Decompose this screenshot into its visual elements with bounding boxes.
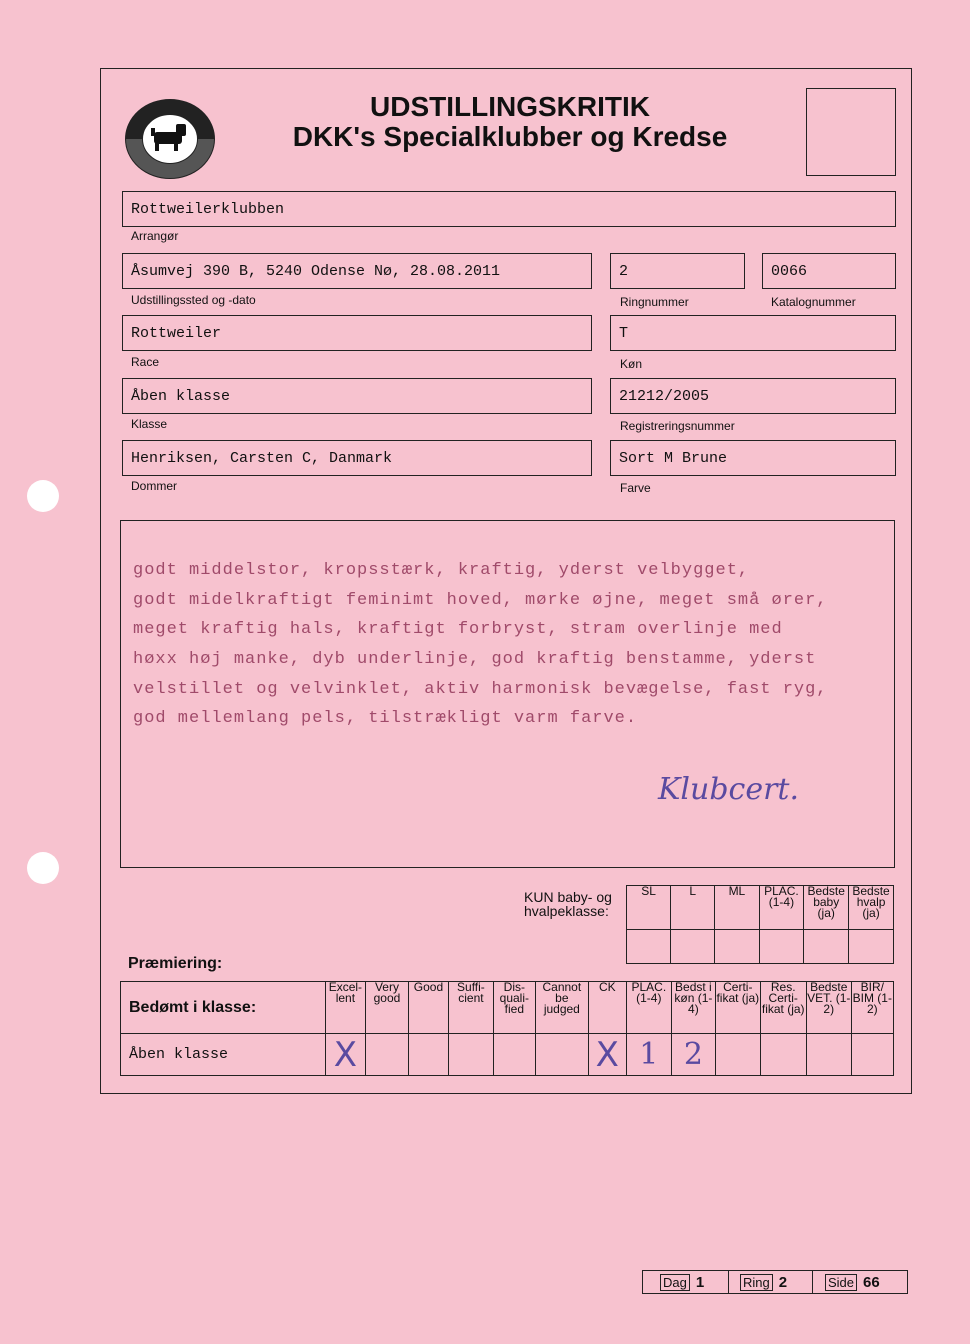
venue-label: Udstillingssted og -dato: [131, 293, 256, 307]
baby-cell[interactable]: [671, 930, 715, 964]
header-excellent: Excel-lent: [325, 982, 366, 1034]
ring-footer-value: 2: [778, 1273, 788, 1291]
ring-footer-label: Ring: [740, 1274, 773, 1291]
handwritten-note: Klubcert.: [658, 772, 800, 807]
judged-class-header: Bedømt i klasse:: [121, 982, 326, 1034]
grade-cell[interactable]: [760, 1034, 806, 1076]
header-ck: CK: [588, 982, 626, 1034]
critique-line: god mellemlang pels, tilstrækligt varm farve.: [133, 709, 638, 728]
footer-day: [660, 1270, 704, 1294]
footer-divider: [812, 1270, 813, 1294]
ck-x: X: [595, 1034, 619, 1075]
dkk-logo: [124, 98, 216, 180]
baby-header-ml: ML: [715, 886, 759, 930]
race-label: Race: [131, 355, 160, 369]
grade-cell[interactable]: [449, 1034, 493, 1076]
catalog-label: Katalognummer: [771, 295, 856, 309]
best-in-sex-mark[interactable]: [671, 1034, 715, 1076]
footer-divider: [728, 1270, 729, 1294]
baby-cell[interactable]: [627, 930, 671, 964]
critique-line: høxx høj manke, dyb underlinje, god kraftig benstamme, yderst: [133, 650, 817, 669]
baby-header-best-puppy: Bedste hvalp (ja): [849, 886, 894, 930]
grade-cell[interactable]: [408, 1034, 449, 1076]
stamp-box: [806, 88, 896, 176]
form-subtitle: DKK's Specialklubber og Kredse: [292, 121, 728, 152]
ck-mark[interactable]: [588, 1034, 626, 1076]
ring-label: Ringnummer: [620, 295, 689, 309]
class-field[interactable]: Åben klasse: [122, 378, 592, 414]
grade-cell[interactable]: [716, 1034, 760, 1076]
page-label: Side: [825, 1274, 857, 1291]
registration-field[interactable]: 21212/2005: [610, 378, 896, 414]
header-cannot-be-judged: Cannot be judged: [536, 982, 588, 1034]
baby-class-label: KUN baby- og hvalpeklasse:: [524, 889, 612, 919]
footer-page: [825, 1270, 880, 1294]
grade-cell[interactable]: [536, 1034, 588, 1076]
header-good: Good: [408, 982, 449, 1034]
class-label: Klasse: [131, 417, 168, 431]
grade-cell[interactable]: [493, 1034, 536, 1076]
baby-cell[interactable]: [759, 930, 804, 964]
sex-label: Køn: [620, 357, 643, 371]
premiering-label: Præmiering:: [128, 955, 223, 972]
header-plac: PLAC. (1-4): [627, 982, 672, 1034]
excellent-x: X: [333, 1034, 358, 1075]
header-bir-bim: BIR/ BIM (1-2): [851, 982, 893, 1034]
critique-line: godt middelstor, kropsstærk, kraftig, yderst velbygget,: [133, 561, 750, 580]
race-field[interactable]: Rottweiler: [122, 315, 592, 351]
punch-hole: [27, 480, 59, 512]
form-title: UDSTILLINGSKRITIK: [370, 91, 650, 122]
color-field[interactable]: Sort M Brune: [610, 440, 896, 476]
judge-label: Dommer: [131, 479, 178, 493]
premiering-table: [120, 981, 894, 1076]
excellent-mark[interactable]: [325, 1034, 366, 1076]
header-best-veteran: Bedste VET. (1-2): [806, 982, 851, 1034]
color-label: Farve: [620, 481, 651, 495]
critique-line: meget kraftig hals, kraftigt forbryst, stram overlinje med: [133, 620, 783, 639]
header-certificate: Certi-fikat (ja): [716, 982, 760, 1034]
catalog-field[interactable]: 0066: [762, 253, 896, 289]
baby-cell[interactable]: [804, 930, 849, 964]
plac-mark[interactable]: [627, 1034, 672, 1076]
critique-line: godt midelkraftigt feminimt hoved, mørke øjne, meget små ører,: [133, 591, 828, 610]
baby-header-sl: SL: [627, 886, 671, 930]
judge-field[interactable]: Henriksen, Carsten C, Danmark: [122, 440, 592, 476]
baby-header-best-baby: Bedste baby (ja): [804, 886, 849, 930]
baby-header-l: L: [671, 886, 715, 930]
arranger-label: Arrangør: [131, 229, 179, 243]
header-res-certificate: Res. Certi-fikat (ja): [760, 982, 806, 1034]
punch-hole: [27, 852, 59, 884]
registration-label: Registreringsnummer: [620, 419, 735, 433]
ring-field[interactable]: 2: [610, 253, 745, 289]
grade-cell[interactable]: [366, 1034, 408, 1076]
baby-cell[interactable]: [715, 930, 759, 964]
baby-header-plac: PLAC. (1-4): [759, 886, 804, 930]
day-value: 1: [695, 1273, 705, 1291]
grade-cell[interactable]: [851, 1034, 893, 1076]
baby-table: [626, 885, 894, 964]
plac-value: 1: [639, 1036, 659, 1072]
header-very-good: Very good: [366, 982, 408, 1034]
critique-line: velstillet og velvinklet, aktiv harmonisk bevægelse, fast ryg,: [133, 680, 828, 699]
venue-field[interactable]: Åsumvej 390 B, 5240 Odense Nø, 28.08.2011: [122, 253, 592, 289]
header-sufficient: Suffi-cient: [449, 982, 493, 1034]
sex-field[interactable]: T: [610, 315, 896, 351]
header-disqualified: Dis-quali-fied: [493, 982, 536, 1034]
best-in-sex-value: 2: [683, 1036, 703, 1072]
header-best-in-sex: Bedst i køn (1-4): [671, 982, 715, 1034]
footer-ring: [740, 1270, 787, 1294]
class-value: Åben klasse: [121, 1034, 326, 1076]
page-value: 66: [863, 1273, 880, 1291]
grade-cell[interactable]: [806, 1034, 851, 1076]
arranger-field[interactable]: Rottweilerklubben: [122, 191, 896, 227]
day-label: Dag: [660, 1274, 690, 1291]
baby-cell[interactable]: [849, 930, 894, 964]
